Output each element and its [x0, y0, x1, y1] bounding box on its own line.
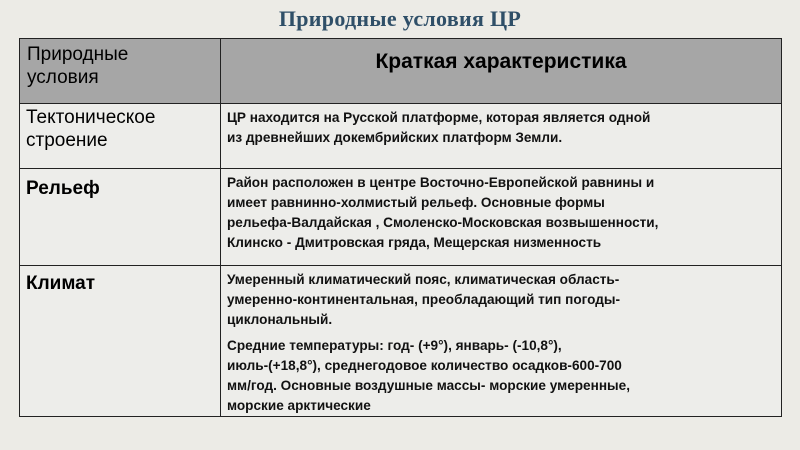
row-desc-tectonic: [221, 104, 781, 148]
row-desc-relief: [221, 169, 781, 253]
header-cell-conditions: [20, 39, 221, 104]
desc-line: рельефа-Валдайская , Смоленско-Московская возвышенности,: [227, 215, 659, 230]
table-row-tectonic: [20, 104, 782, 169]
row-desc-climate: [221, 266, 781, 416]
desc-line: мм/год. Основные воздушные массы- морские умеренные,: [227, 378, 630, 393]
row-desc-cell: [221, 104, 782, 169]
conditions-table: [19, 38, 782, 417]
table-header-row: [20, 39, 782, 104]
row-desc-cell: [221, 266, 782, 417]
header-conditions-line1: Природные: [27, 44, 129, 65]
table-row-climate: [20, 266, 782, 417]
slide-title: Природные условия ЦР: [278, 6, 522, 31]
row-label-cell: [20, 169, 221, 266]
desc-line: имеет равнинно-холмистый рельеф. Основные формы: [227, 195, 605, 210]
desc-line: из древнейших докембрийских платформ Земли.: [227, 130, 563, 145]
header-cell-characteristic: [221, 39, 782, 104]
header-conditions-line2: условия: [27, 67, 99, 88]
desc-line: ЦР находится на Русской платформе, которая является одной: [227, 110, 651, 125]
row-label-cell: [20, 266, 221, 417]
table-row-relief: [20, 169, 782, 266]
row-label-climate: Климат: [26, 273, 96, 294]
desc-paragraph: [227, 336, 775, 416]
desc-line: Клинско - Дмитровская гряда, Мещерская низменность: [227, 235, 602, 250]
desc-line: Район расположен в центре Восточно-Европейской равнины и: [227, 175, 655, 190]
desc-line: Средние температуры: год- (+9°), январь- (-10,8°),: [227, 338, 562, 353]
row-label-relief: Рельеф: [26, 178, 100, 199]
desc-line: морские арктические: [227, 398, 371, 413]
desc-line: июль-(+18,8°), среднегодовое количество осадков-600-700: [227, 358, 622, 373]
desc-paragraph: [227, 270, 775, 330]
desc-line: умеренно-континентальная, преобладающий тип погоды-: [227, 292, 620, 307]
desc-line: Умеренный климатический пояс, климатическая область-: [227, 272, 620, 287]
header-characteristic: Краткая характеристика: [375, 50, 627, 73]
row-label-cell: [20, 104, 221, 169]
row-label-tectonic-line1: Тектоническое: [26, 107, 156, 128]
row-label-tectonic-line2: строение: [26, 130, 108, 151]
row-desc-cell: [221, 169, 782, 266]
desc-line: циклональный.: [227, 312, 333, 327]
